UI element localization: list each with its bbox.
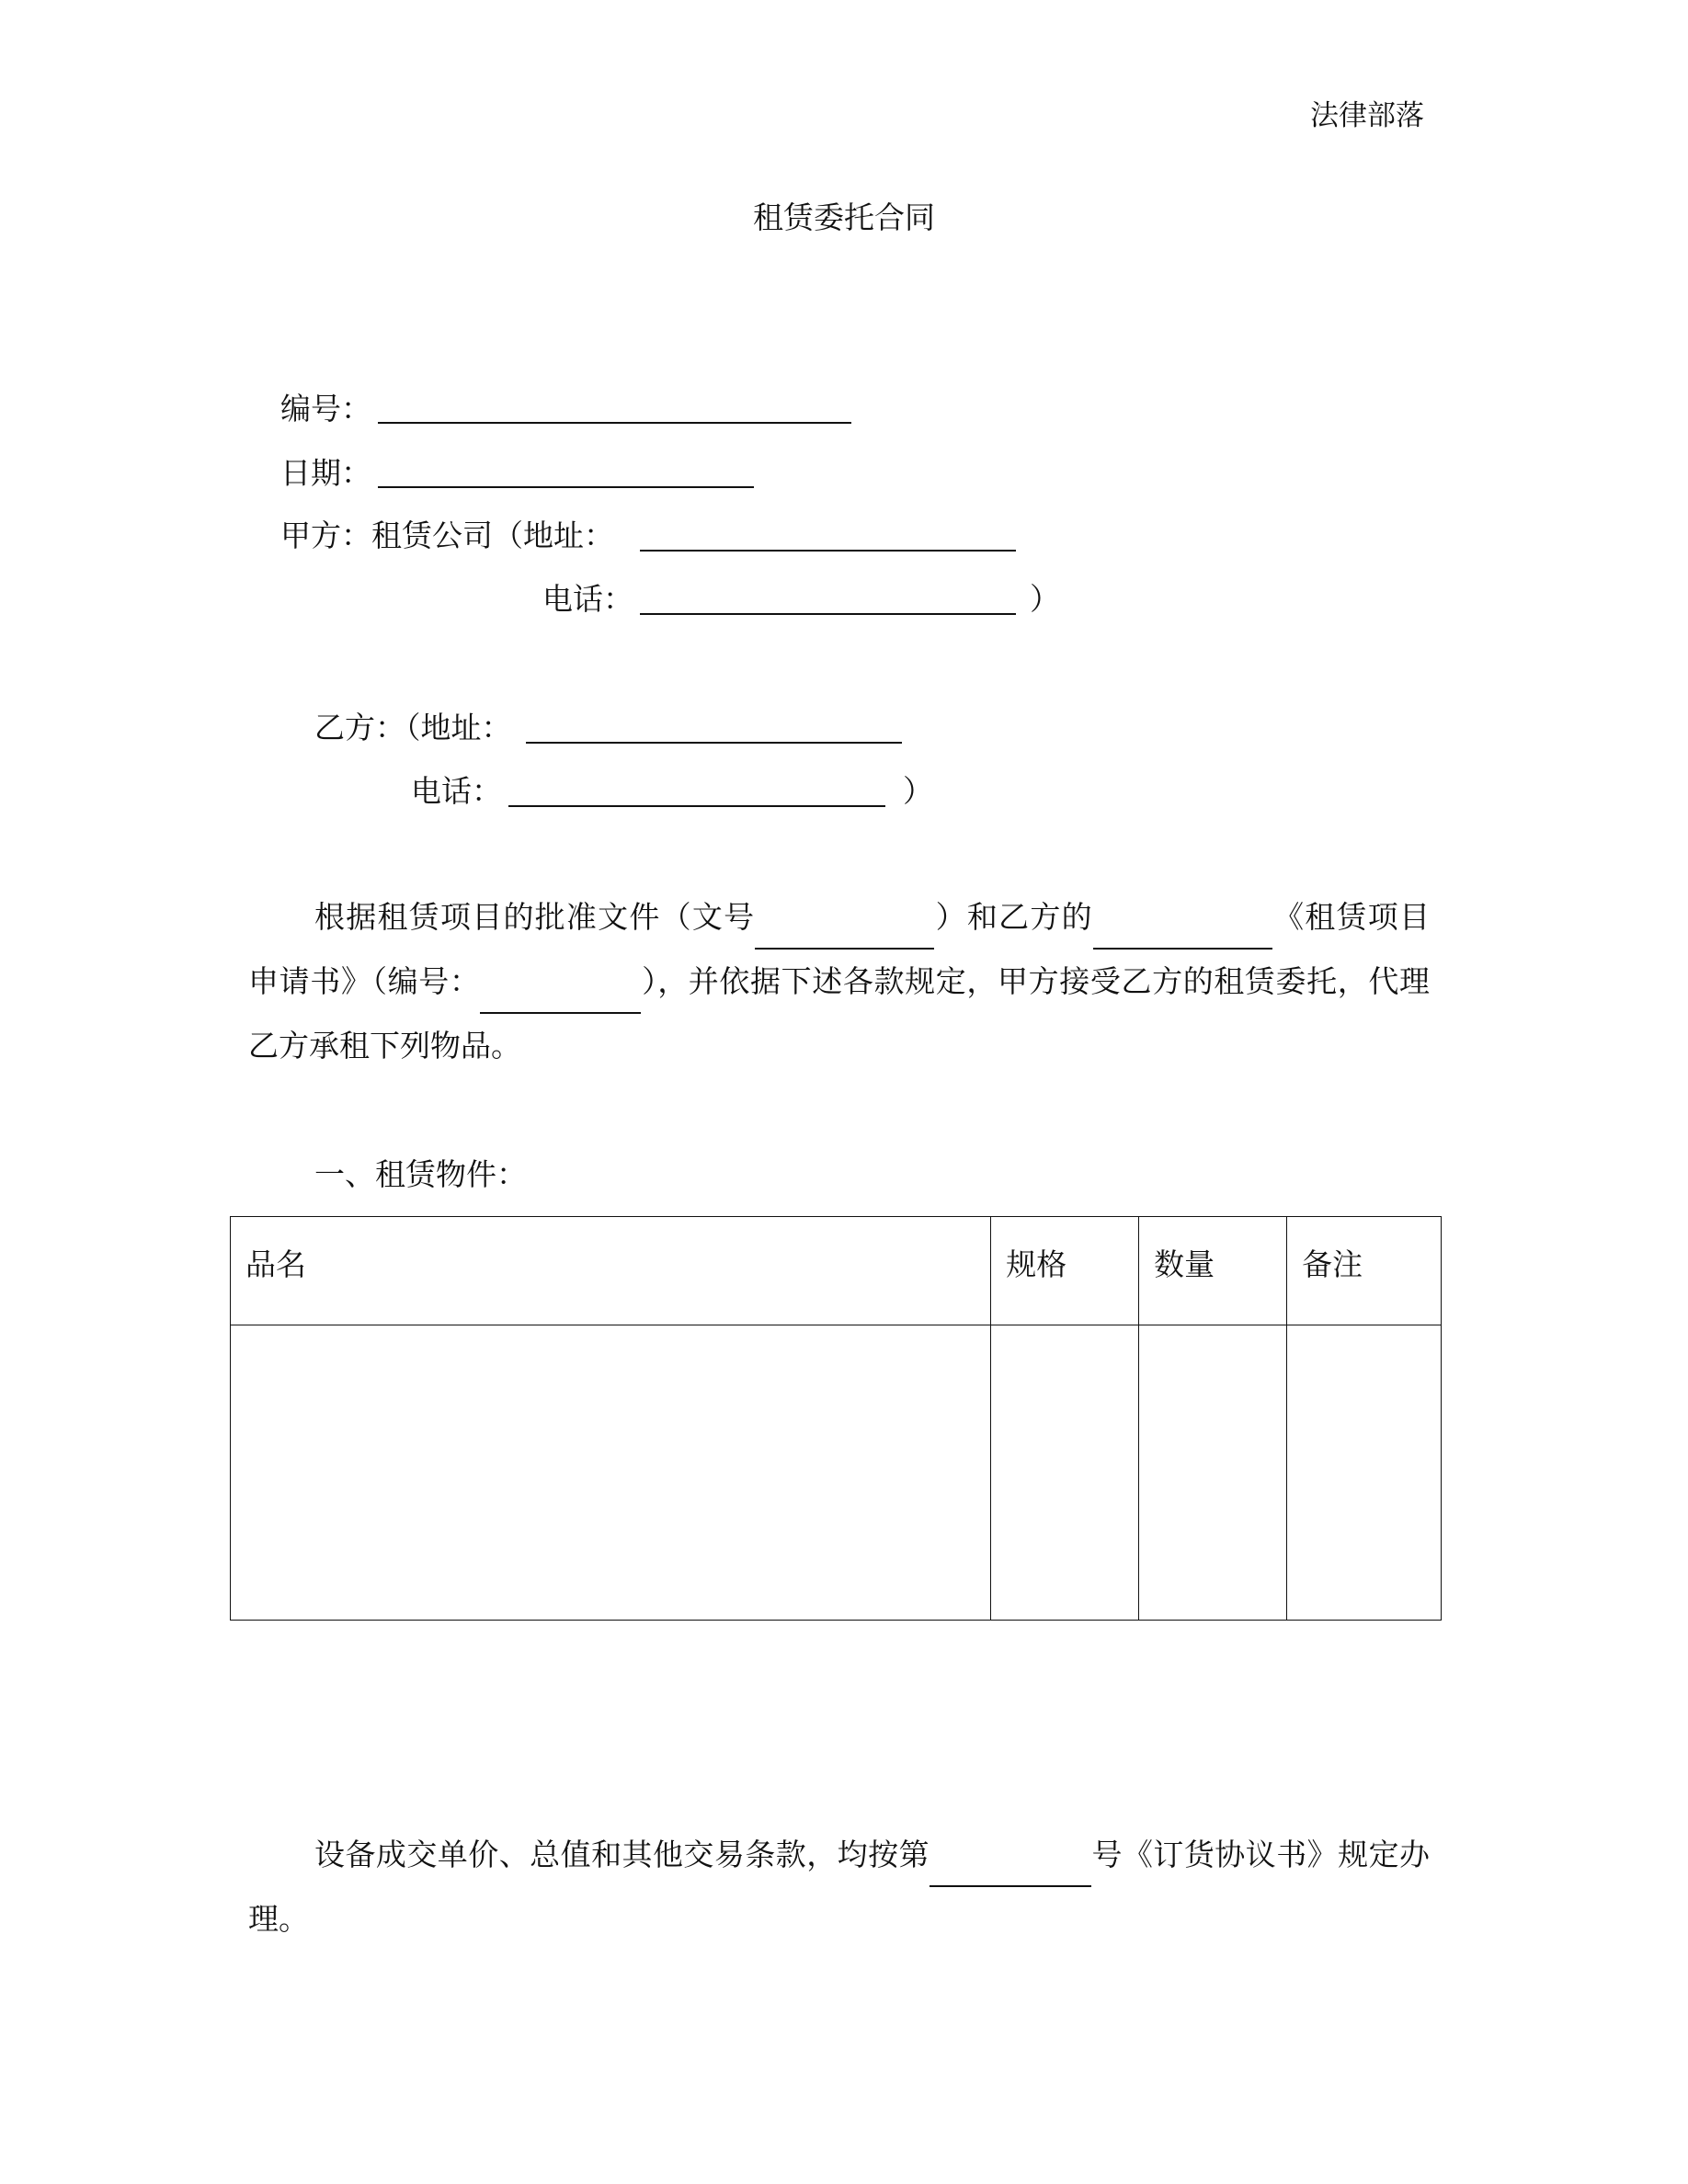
- document-title: 租赁委托合同: [753, 199, 935, 235]
- table-header-row: [231, 1217, 1442, 1325]
- cell-remarks[interactable]: [1287, 1325, 1442, 1621]
- terms-text-2: 号《订货协议书》规定办理。: [248, 1837, 1431, 1937]
- number-label: 编号：: [280, 391, 371, 427]
- intro-text-1: 根据租赁项目的批准文件（文号: [314, 899, 756, 935]
- column-header-quantity: 数量: [1139, 1217, 1287, 1325]
- party-a-phone-field[interactable]: [640, 613, 1016, 615]
- terms-paragraph: [248, 1823, 1430, 1951]
- terms-text-1: 设备成交单价、总值和其他交易条款，均按第: [314, 1837, 930, 1872]
- column-header-remarks: 备注: [1287, 1217, 1442, 1325]
- section-1-heading: 一、租赁物件：: [314, 1156, 527, 1192]
- table-row: [231, 1325, 1442, 1621]
- column-header-name: 品名: [231, 1217, 991, 1325]
- party-a-close-paren: ）: [1030, 581, 1060, 617]
- cell-spec[interactable]: [991, 1325, 1139, 1621]
- approval-doc-number-field[interactable]: [755, 918, 934, 950]
- party-b-blank-field[interactable]: [1093, 918, 1272, 950]
- party-a-phone-label: 电话：: [542, 581, 633, 617]
- party-a-address-label: 甲方：租赁公司（地址：: [280, 518, 614, 553]
- number-field[interactable]: [378, 422, 851, 424]
- order-agreement-number-field[interactable]: [930, 1856, 1091, 1887]
- party-b-address-label: 乙方：（地址：: [314, 710, 512, 745]
- application-number-field[interactable]: [480, 983, 641, 1014]
- intro-paragraph: [248, 885, 1430, 1078]
- goods-table: [230, 1216, 1442, 1621]
- party-b-close-paren: ）: [903, 773, 933, 809]
- cell-quantity[interactable]: [1139, 1325, 1287, 1621]
- intro-text-2: ）和乙方的: [934, 899, 1093, 935]
- party-b-phone-field[interactable]: [508, 805, 885, 807]
- brand-header: 法律部落: [1310, 99, 1424, 132]
- intro-text-4: ），并依据下述各款规定，甲方接受乙方的租赁委托，代理乙方承租下列物品。: [248, 963, 1431, 1064]
- date-field[interactable]: [378, 486, 754, 488]
- cell-name[interactable]: [231, 1325, 991, 1621]
- party-b-address-field[interactable]: [526, 742, 902, 744]
- party-b-phone-label: 电话：: [411, 773, 502, 809]
- column-header-spec: 规格: [991, 1217, 1139, 1325]
- intro-text-3: 《租赁项目申请书》（编号：: [248, 899, 1431, 999]
- party-a-address-field[interactable]: [640, 550, 1016, 552]
- date-label: 日期：: [280, 455, 371, 491]
